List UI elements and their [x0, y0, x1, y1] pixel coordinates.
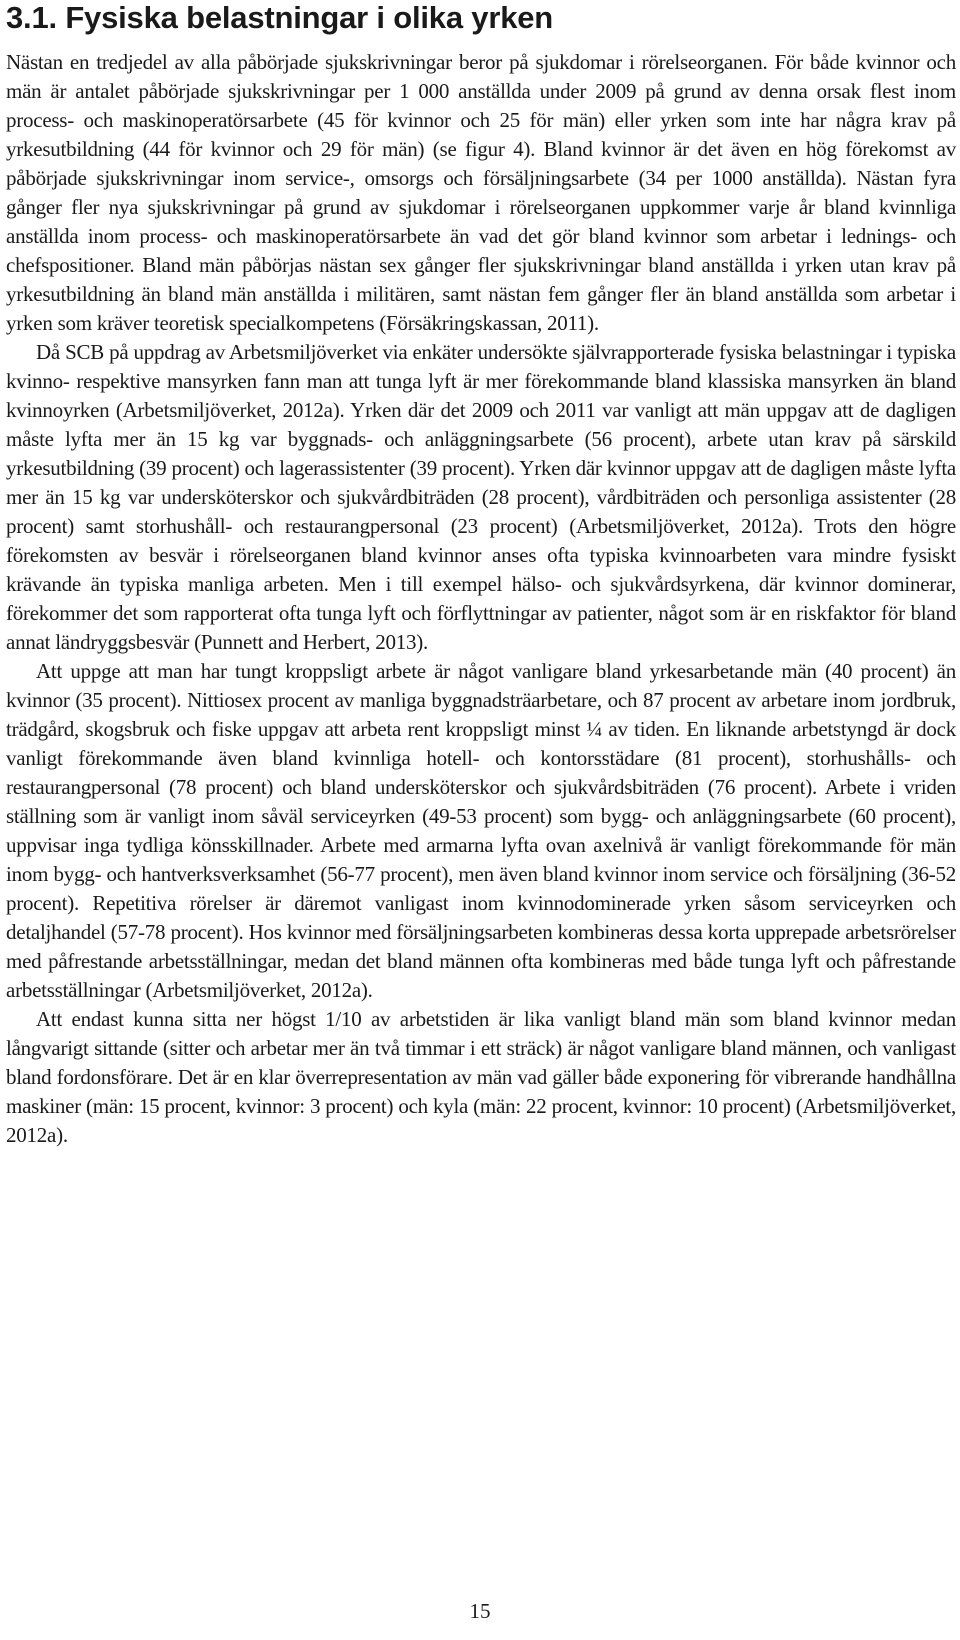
paragraph-2: Då SCB på uppdrag av Arbetsmiljöverket via enkäter undersökte självrapporterade fysiska belastningar i typiska kvinno- respektive mansyrken fann man att tunga lyft är mer förekommande bland klassiska mansyrken än bland kvinnoyrken (Arbetsmiljöverket, 2012a). Yrken där det 2009 och 2011 var vanligt att män uppgav att de dagligen måste lyfta mer än 15 kg var byggnads- och anläggningsarbete (56 procent), arbete utan krav på särskild yrkesutbildning (39 procent) och lagerassistenter (39 procent). Yrken där kvinnor uppgav att de dagligen måste lyfta mer än 15 kg var undersköterskor och sjukvårdbiträden (28 procent), vårdbiträden och personliga assistenter (28 procent) samt storhushåll- och restaurangpersonal (23 procent) (Arbetsmiljöverket, 2012a). Trots den högre förekomsten av besvär i rörelseorganen bland kvinnor anses ofta typiska kvinnoarbeten vara mindre fysiskt krävande än typiska manliga arbeten. Men i till exempel hälso- och sjukvårdsyrkena, där kvinnor dominerar, förekommer det som rapporterat ofta tunga lyft och förflyttningar av patienter, något som är en riskfaktor för bland annat ländryggsbesvär (Punnett and Herbert, 2013). [6, 340, 956, 654]
paragraph-4: Att endast kunna sitta ner högst 1/10 av arbetstiden är lika vanligt bland män som bland kvinnor medan långvarigt sittande (sitter och arbetar mer än två timmar i ett sträck) är något vanligare bland männen, och vanligast bland fordonsförare. Det är en klar överrepresentation av män vad gäller både exponering för vibrerande handhållna maskiner (män: 15 procent, kvinnor: 3 procent) och kyla (män: 22 procent, kvinnor: 10 procent) (Arbetsmiljöverket, 2012a). [6, 1007, 956, 1147]
section-heading: 3.1. Fysiska belastningar i olika yrken [6, 0, 554, 35]
page-number: 15 [469, 1599, 491, 1623]
body-text [6, 48, 956, 1150]
document-page [6, 0, 956, 1150]
paragraph-3: Att uppge att man har tungt kroppsligt arbete är något vanligare bland yrkesarbetande män (40 procent) än kvinnor (35 procent). Nittiosex procent av manliga byggnadsträarbetare, och 87 procent av arbetare inom jordbruk, trädgård, skogsbruk och fiske uppgav att arbeta rent kroppsligt minst ¼ av tiden. En liknande arbetstyngd är dock vanligt förekommande även bland kvinnliga hotell- och kontorsstädare (81 procent), storhushålls- och restaurangpersonal (78 procent) och bland undersköterskor och sjukvårdsbiträden (76 procent). Arbete i vriden ställning som är vanligt inom såväl serviceyrken (49-53 procent) som bygg- och anläggningsarbete (60 procent), uppvisar inga tydliga könsskillnader. Arbete med armarna lyfta ovan axelnivå är vanligt förekommande för män inom bygg- och hantverksverksamhet (56-77 procent), men även bland kvinnor inom service och försäljning (36-52 procent). Repetitiva rörelser är däremot vanligast inom kvinnodominerade yrken såsom serviceyrken och detaljhandel (57-78 procent). Hos kvinnor med försäljningsarbeten kombineras dessa korta upprepade arbetsrörelser med påfrestande arbetsställningar, medan det bland männen ofta kombineras med både tunga lyft och påfrestande arbetsställningar (Arbetsmiljöverket, 2012a). [6, 659, 956, 1002]
paragraph-1: Nästan en tredjedel av alla påbörjade sjukskrivningar beror på sjukdomar i rörelseorganen. För både kvinnor och män är antalet påbörjade sjukskrivningar per 1 000 anställda under 2009 på grund av denna orsak flest inom process- och maskinoperatörsarbete (45 för kvinnor och 25 för män) eller yrken som inte har några krav på yrkesutbildning (44 för kvinnor och 29 för män) (se figur 4). Bland kvinnor är det även en hög förekomst av påbörjade sjukskrivningar inom service-, omsorgs och försäljningsarbete (34 per 1000 anställda). Nästan fyra gånger fler nya sjukskrivningar på grund av sjukdomar i rörelseorganen uppkommer varje år bland kvinnliga anställda inom process- och maskinoperatörsarbete än vad det gör bland kvinnor som arbetar i lednings- och chefspositioner. Bland män påbörjas nästan sex gånger fler sjukskrivningar bland anställda i yrken utan krav på yrkesutbildning än bland män anställda i militären, samt nästan fem gånger fler än bland anställda som arbetar i yrken som kräver teoretisk specialkompetens (Försäkringskassan, 2011). [6, 50, 956, 335]
